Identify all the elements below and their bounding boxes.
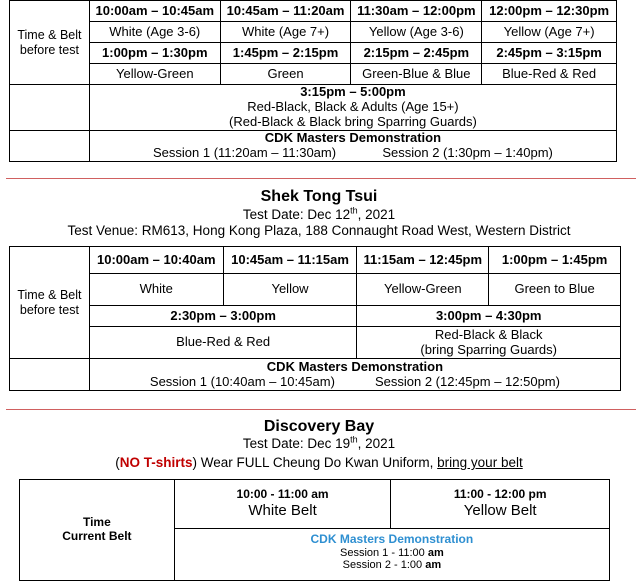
- demo-session-2: Session 2 (12:45pm – 12:50pm): [374, 373, 560, 389]
- time-slot: 2:15pm – 2:45pm: [351, 43, 482, 64]
- time-slot: 11:15am – 12:45pm: [357, 247, 489, 274]
- demo-sessions: [90, 146, 616, 161]
- demo-title: CDK Masters Demonstration: [310, 532, 474, 546]
- label-belt: Current Belt: [62, 529, 132, 543]
- section-divider: [6, 409, 636, 410]
- session-cell: [391, 480, 610, 529]
- session-text: Session 2 - 1:00: [342, 559, 426, 572]
- time-slot: 2:30pm – 3:00pm: [89, 306, 357, 327]
- row-label: Time & Belt before test: [10, 1, 90, 85]
- demo-title: CDK Masters Demonstration: [264, 129, 442, 145]
- session-cell: [174, 480, 391, 529]
- adult-session: [89, 85, 616, 131]
- belt-group: Yellow-Green: [357, 274, 489, 306]
- belt-group: Yellow Belt: [463, 502, 537, 520]
- belt-group-line: Red-Black & Black: [434, 326, 543, 342]
- time-slot: 10:00 - 11:00 am: [236, 487, 329, 502]
- time-slot: 3:00pm – 4:30pm: [357, 306, 621, 327]
- demo-session-1: [175, 547, 609, 560]
- belt-group: Yellow: [223, 274, 357, 306]
- session-text: Session 1 - 11:00: [339, 546, 428, 559]
- schedule-table-3: [19, 479, 610, 581]
- time-slot: 1:45pm – 2:15pm: [220, 43, 351, 64]
- time-slot: 11:30am – 12:00pm: [351, 1, 482, 22]
- demo-cell: [89, 130, 616, 161]
- demo-session-2: Session 2 (1:30pm – 1:40pm): [382, 144, 553, 160]
- demo-session-1: Session 1 (10:40am – 10:45am): [149, 373, 335, 389]
- belt-group: Yellow (Age 7+): [482, 22, 617, 43]
- belt-group: Yellow-Green: [89, 64, 220, 85]
- belt-group: Green to Blue: [489, 274, 621, 306]
- test-venue: Test Venue: RM613, Hong Kong Plaza, 188 Connaught Road West, Western District: [67, 223, 571, 238]
- empty-cell: [10, 130, 90, 161]
- belt-group: Blue-Red & Red: [482, 64, 617, 85]
- empty-cell: [10, 85, 90, 131]
- belt-group: White (Age 3-6): [89, 22, 220, 43]
- empty-cell: [10, 359, 90, 391]
- belt-group: White: [89, 274, 223, 306]
- demo-sessions: [90, 375, 620, 390]
- test-date: [0, 207, 638, 222]
- notice-text: (: [115, 455, 120, 470]
- section-title: Discovery Bay: [263, 418, 375, 435]
- label-time: Time: [82, 515, 111, 530]
- schedule-table-2: [9, 246, 621, 391]
- date-year: , 2021: [357, 207, 396, 222]
- time-slot: 1:00pm – 1:30pm: [89, 43, 220, 64]
- time-slot: 2:45pm – 3:15pm: [482, 43, 617, 64]
- note: (bring Sparring Guards): [420, 341, 557, 357]
- belt-group: White (Age 7+): [220, 22, 351, 43]
- time-slot: 10:45am – 11:20am: [220, 1, 351, 22]
- schedule-table-1: [9, 0, 617, 162]
- time-slot: 1:00pm – 1:45pm: [489, 247, 621, 274]
- date-suffix: th: [350, 205, 358, 216]
- demo-session-1: Session 1 (11:20am – 11:30am): [153, 144, 337, 160]
- note: (Red-Black & Black bring Sparring Guards): [229, 113, 477, 129]
- section-title: Shek Tong Tsui: [260, 188, 378, 205]
- test-date: [0, 436, 638, 451]
- row-label: [20, 480, 175, 581]
- time-slot: 12:00pm – 12:30pm: [482, 1, 617, 22]
- belt-group: Red-Black, Black & Adults (Age 15+): [247, 98, 459, 114]
- notice-underline: bring your belt: [437, 455, 523, 470]
- notice-warning: NO T-shirts: [119, 455, 193, 470]
- demo-cell: [89, 359, 620, 391]
- time-slot: 10:00am – 10:45am: [89, 1, 220, 22]
- demo-cell: [174, 529, 609, 581]
- belt-group: Blue-Red & Red: [89, 327, 357, 359]
- belt-group: White Belt: [248, 502, 317, 520]
- belt-group: Yellow (Age 3-6): [351, 22, 482, 43]
- time-slot: 10:45am – 11:15am: [223, 247, 357, 274]
- date-suffix: th: [350, 434, 358, 445]
- demo-session-2: [175, 559, 609, 572]
- date-year: , 2021: [357, 436, 396, 451]
- date-text: Test Date: Dec 12: [242, 207, 351, 222]
- date-text: Test Date: Dec 19: [242, 436, 351, 451]
- time-slot: 11:00 - 12:00 pm: [453, 487, 547, 502]
- time-slot: 10:00am – 10:40am: [89, 247, 223, 274]
- demo-title: CDK Masters Demonstration: [266, 358, 444, 374]
- uniform-notice: [0, 455, 638, 470]
- session-ampm: am: [427, 546, 444, 559]
- time-slot: 3:15pm – 5:00pm: [300, 84, 406, 99]
- belt-group: Green: [220, 64, 351, 85]
- notice-text: ) Wear FULL Cheung Do Kwan Uniform,: [192, 455, 438, 470]
- section-divider: [6, 178, 636, 179]
- row-label: Time & Belt before test: [10, 247, 90, 359]
- session-ampm: am: [425, 559, 442, 572]
- belt-group: [357, 327, 621, 359]
- belt-group: Green-Blue & Blue: [351, 64, 482, 85]
